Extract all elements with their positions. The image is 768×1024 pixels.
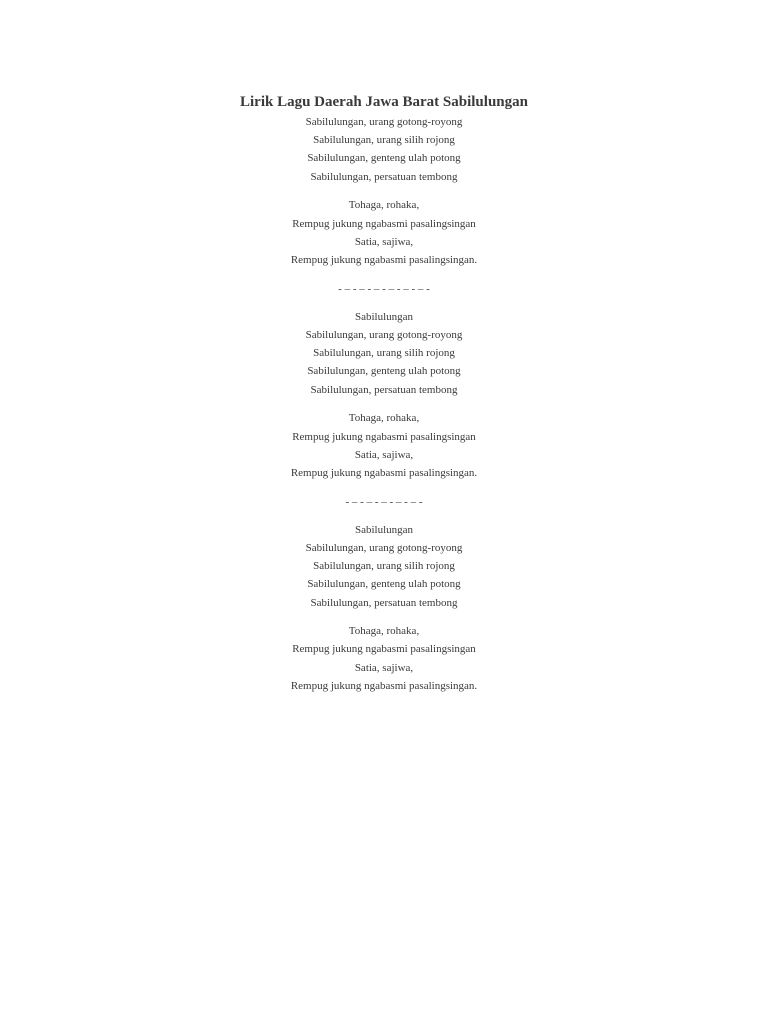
lyric-line: Sabilulungan, persatuan tembong [310, 384, 458, 396]
lyric-line: Sabilulungan, genteng ulah potong [307, 152, 461, 164]
lyric-line: Tohaga, rohaka, [348, 625, 420, 637]
lyric-line: Sabilulungan, persatuan tembong [310, 597, 458, 609]
lyric-line: Satia, sajiwa, [354, 236, 414, 248]
lyric-line: Rempug jukung ngabasmi pasalingsingan [292, 218, 476, 230]
lyric-line: Sabilulungan, persatuan tembong [310, 171, 458, 183]
lyric-line: Tohaga, rohaka, [348, 199, 420, 211]
lyric-line: Sabilulungan, urang gotong-royong [305, 542, 463, 554]
lyric-line: Sabilulungan, urang silih rojong [313, 134, 455, 146]
separator: - – - – - – - – - – - [345, 496, 423, 508]
lyric-line: Rempug jukung ngabasmi pasalingsingan [292, 431, 476, 443]
lyric-line: Satia, sajiwa, [354, 662, 414, 674]
lyric-line: Sabilulungan, genteng ulah potong [307, 578, 461, 590]
lyric-line: Sabilulungan [354, 311, 414, 323]
lyric-line: Sabilulungan [354, 524, 414, 536]
lyric-line: Rempug jukung ngabasmi pasalingsingan. [290, 467, 478, 479]
lyric-line: Sabilulungan, urang silih rojong [313, 347, 455, 359]
page-title: Lirik Lagu Daerah Jawa Barat Sabilulungan [240, 94, 528, 110]
lyric-line: Sabilulungan, urang silih rojong [313, 560, 455, 572]
lyric-line: Tohaga, rohaka, [348, 412, 420, 424]
lyric-line: Satia, sajiwa, [354, 449, 414, 461]
lyric-line: Rempug jukung ngabasmi pasalingsingan. [290, 254, 478, 266]
separator: - – - – - – - – - – - – - [338, 283, 430, 295]
lyric-line: Rempug jukung ngabasmi pasalingsingan [292, 643, 476, 655]
lyric-line: Sabilulungan, urang gotong-royong [305, 329, 463, 341]
lyric-line: Rempug jukung ngabasmi pasalingsingan. [290, 680, 478, 692]
lyric-line: Sabilulungan, urang gotong-royong [305, 116, 463, 128]
lyric-line: Sabilulungan, genteng ulah potong [307, 365, 461, 377]
